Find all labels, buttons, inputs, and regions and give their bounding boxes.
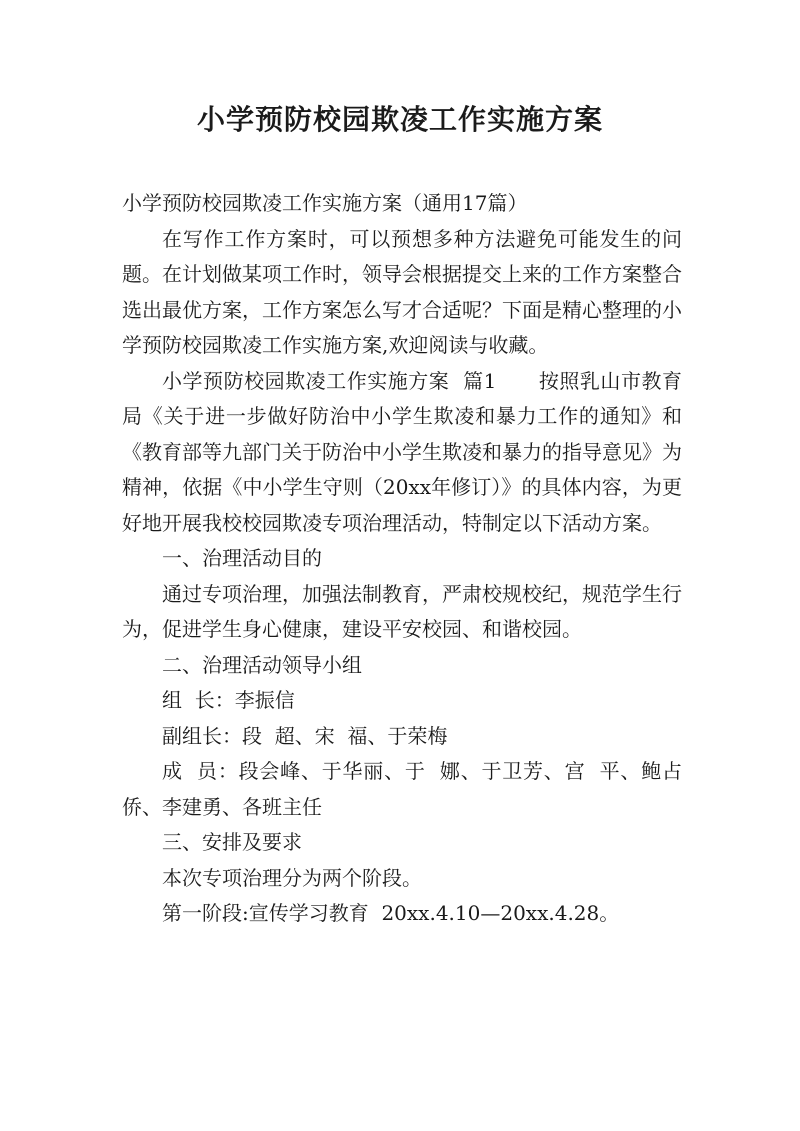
leader-line: 组 长：李振信 [162,688,295,712]
document-subtitle: 小学预防校园欺凌工作实施方案（通用17篇） [122,191,528,215]
article-heading: 小学预防校园欺凌工作实施方案 篇1 [162,368,497,393]
intro-paragraph: 在写作工作方案时，可以预想多种方法避免可能发生的问题。在计划做某项工作时，领导会根据提交上来的工作方案整合选出最优方案，工作方案怎么写才合适呢？下面是精心整理的小学预防校园欺凌工作实施方案,欢迎阅读与收藏。 [122,226,682,357]
article-intro: 按照乳山市教育局《关于进一步做好防治中小学生欺凌和暴力工作的通知》和《教育部等九部门关于防治中小学生欺凌和暴力的指导意见》为精神，依据《中小学生守则（20xx年修订）》的具体内容，为更好地开展我校校园欺凌专项治理活动，特制定以下活动方案。 [122,368,682,535]
article-first-paragraph [122,364,682,542]
section2-heading: 二、治理活动领导小组 [162,652,362,677]
section1-heading: 一、治理活动目的 [162,546,322,570]
section3-heading: 三、安排及要求 [162,830,302,854]
document-title: 小学预防校园欺凌工作实施方案 [196,103,603,136]
members-line: 成 员：段会峰、于华丽、于 娜、于卫芳、宫 平、鲍占侨、李建勇、各班主任 [122,759,682,819]
section1-text: 通过专项治理，加强法制教育，严肃校规校纪，规范学生行为，促进学生身心健康，建设平安校园、和谐校园。 [122,581,682,641]
document-body [122,186,682,932]
vice-leaders-line: 副组长：段 超、宋 福、于荣梅 [162,723,448,748]
phase1-line: 第一阶段:宣传学习教育 20xx.4.10—20xx.4.28。 [162,901,620,925]
section3-text: 本次专项治理分为两个阶段。 [162,865,422,890]
